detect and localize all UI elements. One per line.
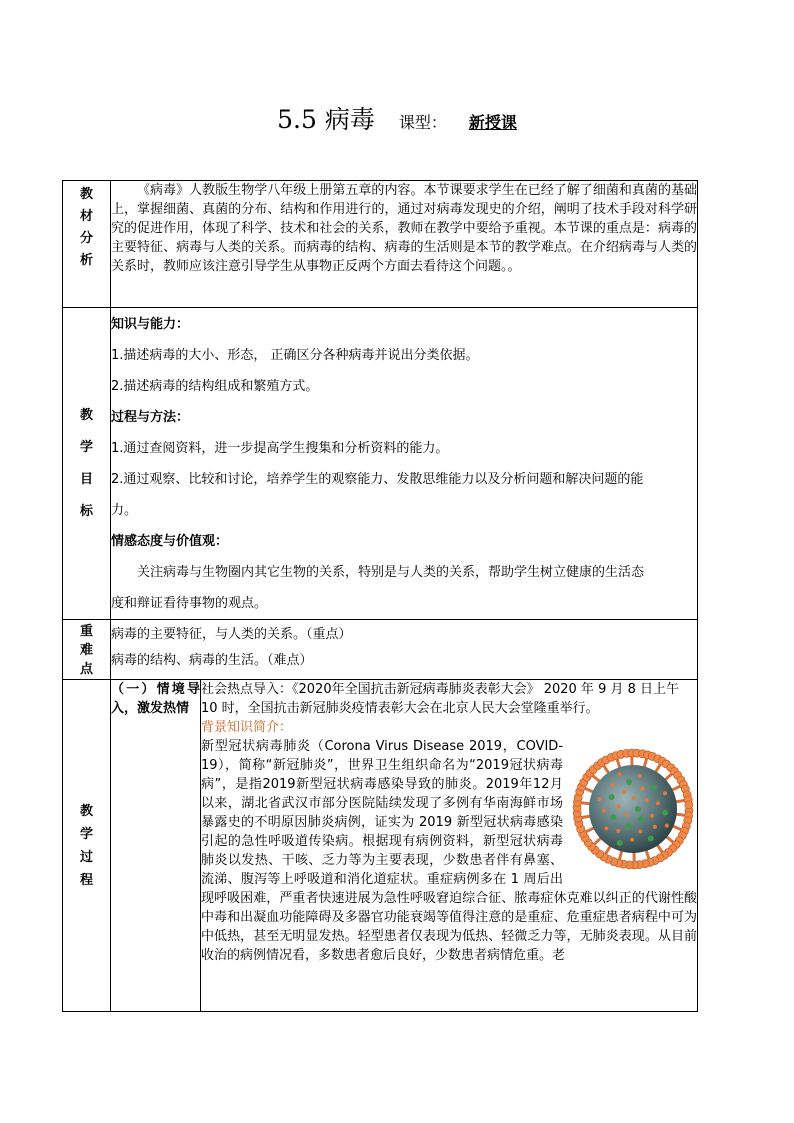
objectives-label: [63, 308, 111, 620]
objectives-row: [63, 308, 698, 620]
analysis-label: [63, 181, 111, 308]
course-type-label: 课型：: [398, 113, 447, 132]
label-char: 教: [79, 187, 93, 202]
emotion-item: 关注病毒与生物圈内其它生物的关系，特别是与人类的关系，帮助学生树立健康的生活态: [137, 565, 645, 580]
label-char: 教: [79, 407, 93, 423]
lesson-name: 病毒: [324, 105, 375, 134]
lesson-number: 5.5: [277, 105, 317, 134]
step-title: （一）情境导入，激发热情: [111, 680, 201, 1012]
label-char: 标: [79, 503, 93, 519]
process-heading: 过程与方法：: [111, 410, 190, 425]
process-item: 1.通过查阅资料，进一步提高学生搜集和分析资料的能力。: [111, 441, 449, 456]
knowledge-item: 1.描述病毒的大小、形态， 正确区分各种病毒并说出分类依据。: [111, 348, 479, 363]
label-char: 教: [79, 803, 93, 819]
analysis-text: 《病毒》人教版生物学八年级上册第五章的内容。本节课要求学生在已经了解了细菌和真菌的基础上，掌握细菌、真菌的分布、结构和作用进行的，通过对病毒发现史的介绍，阐明了技术手段对科学研究的促进作用，体现了科学、技术和社会的关系，教师在教学中要给予重视。本节课的重点是：病毒的主要特征、病毒与人类的关系。而病毒的结构、病毒的生活则是本节的教学难点。在介绍病毒与人类的关系时，教师应该注意引导学生从事物正反两个方面去看待这个问题。。: [111, 183, 698, 274]
label-char: 材: [79, 209, 93, 224]
knowledge-heading: 知识与能力：: [111, 317, 190, 332]
label-char: 析: [79, 253, 93, 268]
difficult-point: 病毒的结构、病毒的生活。（难点）: [111, 653, 313, 668]
label-char: 点: [79, 662, 93, 677]
emotion-heading: 情感态度与价值观：: [111, 534, 229, 549]
lesson-plan-table: [62, 180, 698, 1012]
label-char: 目: [79, 471, 93, 487]
label-char: 学: [79, 439, 93, 455]
emotion-item-cont: 度和辩证看待事物的观点。: [111, 596, 268, 611]
objectives-content: [111, 308, 698, 620]
label-char: 过: [79, 849, 93, 865]
keypoints-content: [111, 620, 698, 680]
process-item: 2.通过观察、比较和讨论，培养学生的观察能力、发散思维能力以及分析问题和解决问题的能: [111, 472, 644, 487]
process-item-cont: 力。: [111, 503, 138, 518]
keypoints-label: [63, 620, 111, 680]
intro-text: 社会热点导入：《2020年全国抗击新冠病毒肺炎表彰大会》 2020 年 9 月 8 日上午 10 时，全国抗击新冠肺炎疫情表彰大会在北京人民大会堂隆重举行。: [201, 682, 680, 716]
process-row: [63, 680, 698, 1012]
background-text: 新型冠状病毒肺炎（Corona Virus Disease 2019，COVID-19），简称“新冠肺炎”，世界卫生组织命名为“2019冠状病毒病”，是指2019新型冠状病毒感染导致的肺炎。2019年12月以来，湖北省武汉市部分医院陆续发现了多例有华南海鲜市场暴露史的不明原因肺炎病例，证实为 2019 新型冠状病毒感染引起的急性呼吸道传染病。根据现有病例资料，新型冠状病毒肺炎以发热、干咳、乏力等为主要表现，少数患者伴有鼻塞、流涕、腹泻等上呼吸道和消化道症状。重症病例多在 1 周后出现呼吸困难，严重者快速进展为急性呼吸窘迫综合征、脓毒症休克难以纠正的代谢性酸中毒和出凝血功能障碍及多器官功能衰竭等值得注意的是重症、危重症患者病程中可为中低热，甚至无明显发热。轻型患者仅表现为低热、轻微乏力等，无肺炎表现。从目前收治的病例情况看，多数患者愈后良好，少数患者病情危重。老: [201, 739, 698, 963]
key-point: 病毒的主要特征，与人类的关系。（重点）: [111, 627, 352, 642]
coronavirus-illustration-icon: [569, 741, 697, 877]
keypoints-row: [63, 620, 698, 680]
label-char: 难: [79, 643, 93, 658]
course-type-value: 新授课: [468, 113, 517, 132]
label-char: 分: [79, 231, 93, 246]
analysis-row: [63, 181, 698, 308]
page-title: [0, 100, 794, 136]
label-char: 重: [79, 624, 93, 639]
process-label: [63, 680, 111, 1012]
label-char: 学: [79, 826, 93, 842]
knowledge-item: 2.描述病毒的结构组成和繁殖方式。: [111, 379, 319, 394]
label-char: 程: [79, 872, 93, 888]
analysis-content: [111, 181, 698, 308]
background-heading: 背景知识简介：: [201, 720, 293, 735]
process-content: [201, 680, 698, 1012]
